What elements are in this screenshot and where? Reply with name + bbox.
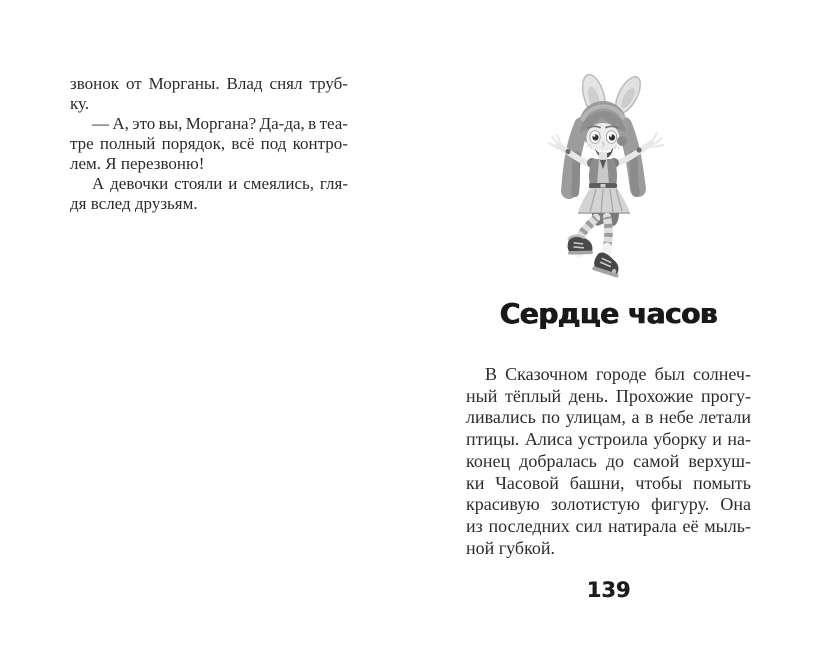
text-line: звонок от Морганы. Влад снял труб- [70, 74, 348, 93]
text-line: ку. [70, 94, 90, 113]
text-line: В Сказочном городе был солнеч- [485, 364, 751, 384]
text-line: ливались по улицам, а в небе летали [466, 407, 751, 428]
text-line: тре полный порядок, всё под контро- [70, 134, 348, 153]
left-page-text [70, 74, 348, 214]
right-boot [593, 252, 621, 277]
text-line: ки Часовой башни, чтобы помыть [466, 472, 751, 493]
character-illustration [535, 63, 715, 283]
text-line: из последних сил натирала её мыль- [466, 515, 751, 536]
text-line: конец добралась до самой верхуш- [466, 450, 751, 471]
text-line: — А, это вы, Моргана? Да-да, в теа- [92, 114, 348, 133]
text-line: красивую золотистую фигуру. Она [466, 494, 751, 515]
chapter-title: Сердце часов [499, 297, 718, 330]
text-line: ной губкой. [466, 537, 556, 558]
text-line: ный тёплый день. Прохожие прогу- [466, 385, 751, 406]
text-line: дя вслед друзьям. [70, 194, 198, 213]
left-boot [566, 232, 594, 257]
text-line: лем. Я перезвоню! [70, 154, 205, 173]
right-page-text [466, 364, 751, 559]
text-line: А девочки стояли и смеялись, гля- [92, 174, 348, 193]
text-line: птицы. Алиса устроила уборку и на- [466, 429, 751, 450]
page-number: 139 [586, 578, 631, 602]
neck [599, 152, 607, 160]
torso [589, 159, 617, 189]
